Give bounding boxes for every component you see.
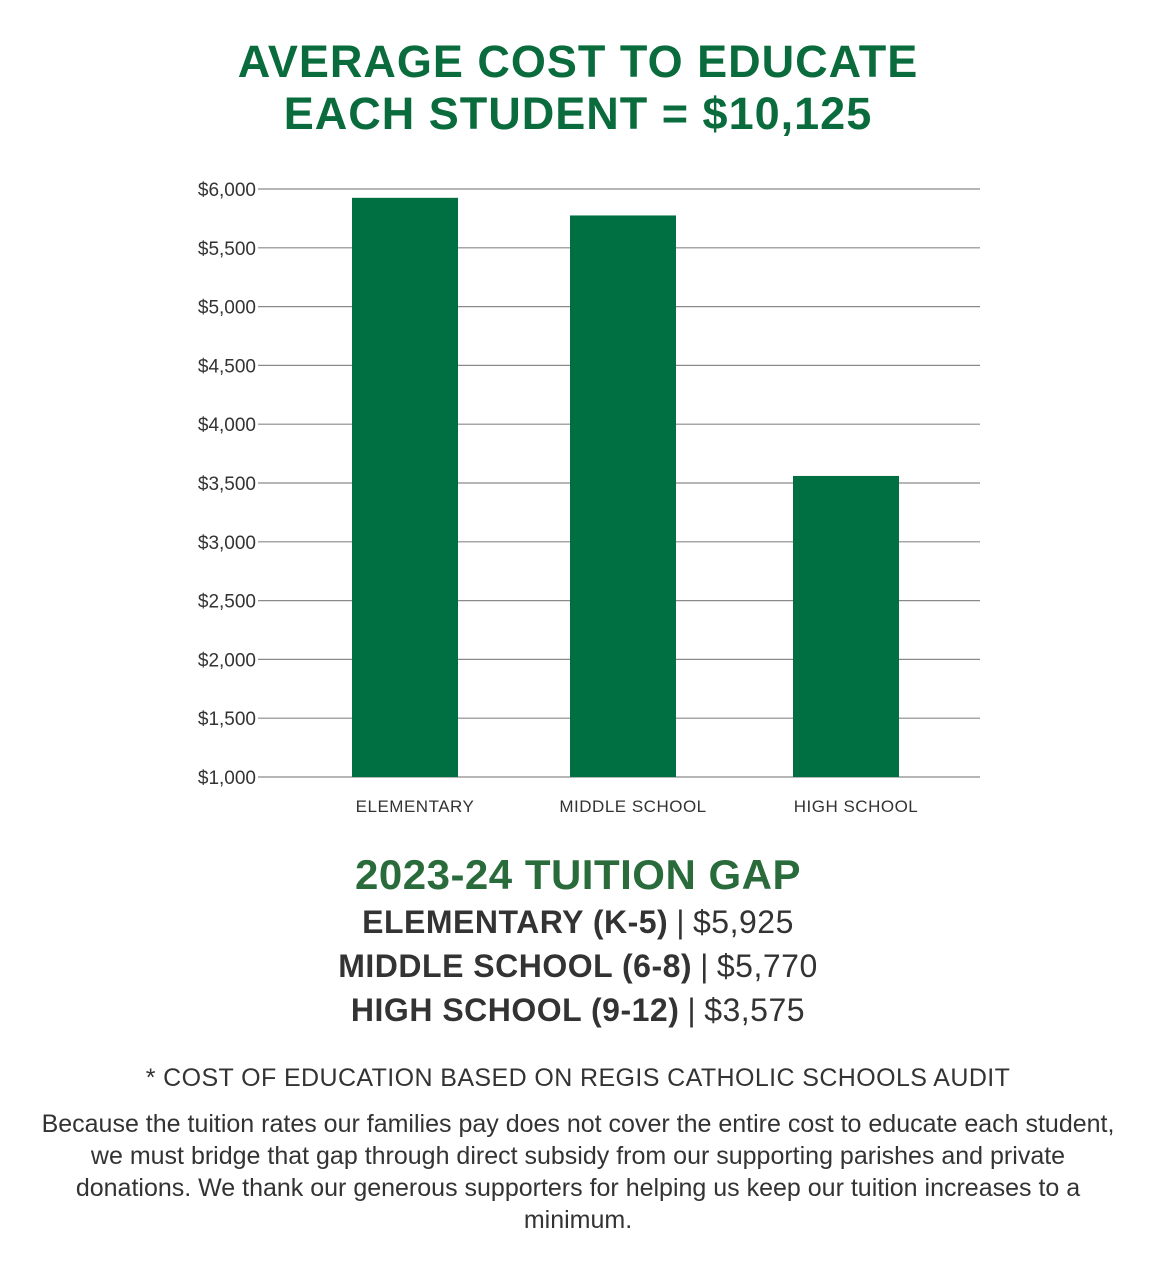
tuition-gap-row-elementary [0,900,1156,944]
bar-chart [0,150,1156,840]
y-tick-label: $2,000 [197,650,256,672]
y-tick-label: $6,000 [197,180,256,201]
chart-title-line-1: AVERAGE COST TO EDUCATE [237,36,919,87]
y-tick-label: $4,000 [197,415,256,437]
bar-high-school [793,476,899,777]
y-tick-label: $5,500 [197,238,256,260]
tuition-gap-row-high-school [0,988,1156,1032]
tuition-gap-amount: $5,770 [716,948,818,984]
separator: | [676,904,685,940]
explanation-paragraph: Because the tuition rates our families pay does not cover the entire cost to educate each student, we must bridge that gap through direct subsidy from our supporting parishes and private donations. We thank our generous supporters for helping us keep our tuition increases to a minimum. [41,1110,1115,1234]
y-tick-label: $3,000 [197,532,256,554]
bar-elementary [352,198,458,777]
bars [352,198,899,777]
tuition-gap-list [0,900,1156,1032]
bar-middle-school [570,215,676,777]
x-axis-tick-labels [356,797,919,816]
y-tick-label: $1,500 [197,709,256,731]
chart-title [0,36,1156,140]
x-tick-label: HIGH SCHOOL [793,797,919,816]
separator: | [687,992,697,1028]
x-tick-label: MIDDLE SCHOOL [559,797,707,816]
tuition-gap-title: 2023-24 TUITION GAP [355,851,801,898]
y-tick-label: $3,500 [197,474,256,495]
tuition-gap-level: HIGH SCHOOL (9-12) [350,992,680,1028]
y-tick-label: $1,000 [197,768,256,789]
x-tick-label: ELEMENTARY [355,797,475,816]
tuition-gap-amount: $5,925 [693,904,794,940]
tuition-gap-level: ELEMENTARY (K-5) [362,904,669,940]
separator: | [700,948,709,984]
y-tick-label: $2,500 [197,591,256,613]
footnote: * COST OF EDUCATION BASED ON REGIS CATHOLIC SCHOOLS AUDIT [145,1064,1011,1092]
tuition-gap-level: MIDDLE SCHOOL (6-8) [338,948,693,984]
y-tick-label: $4,500 [197,356,256,378]
y-axis-tick-labels [198,180,256,789]
tuition-gap-row-middle-school [0,944,1156,988]
tuition-gap-amount: $3,575 [704,992,806,1028]
y-tick-label: $5,000 [197,297,256,319]
chart-title-line-2: EACH STUDENT = $10,125 [283,88,873,139]
